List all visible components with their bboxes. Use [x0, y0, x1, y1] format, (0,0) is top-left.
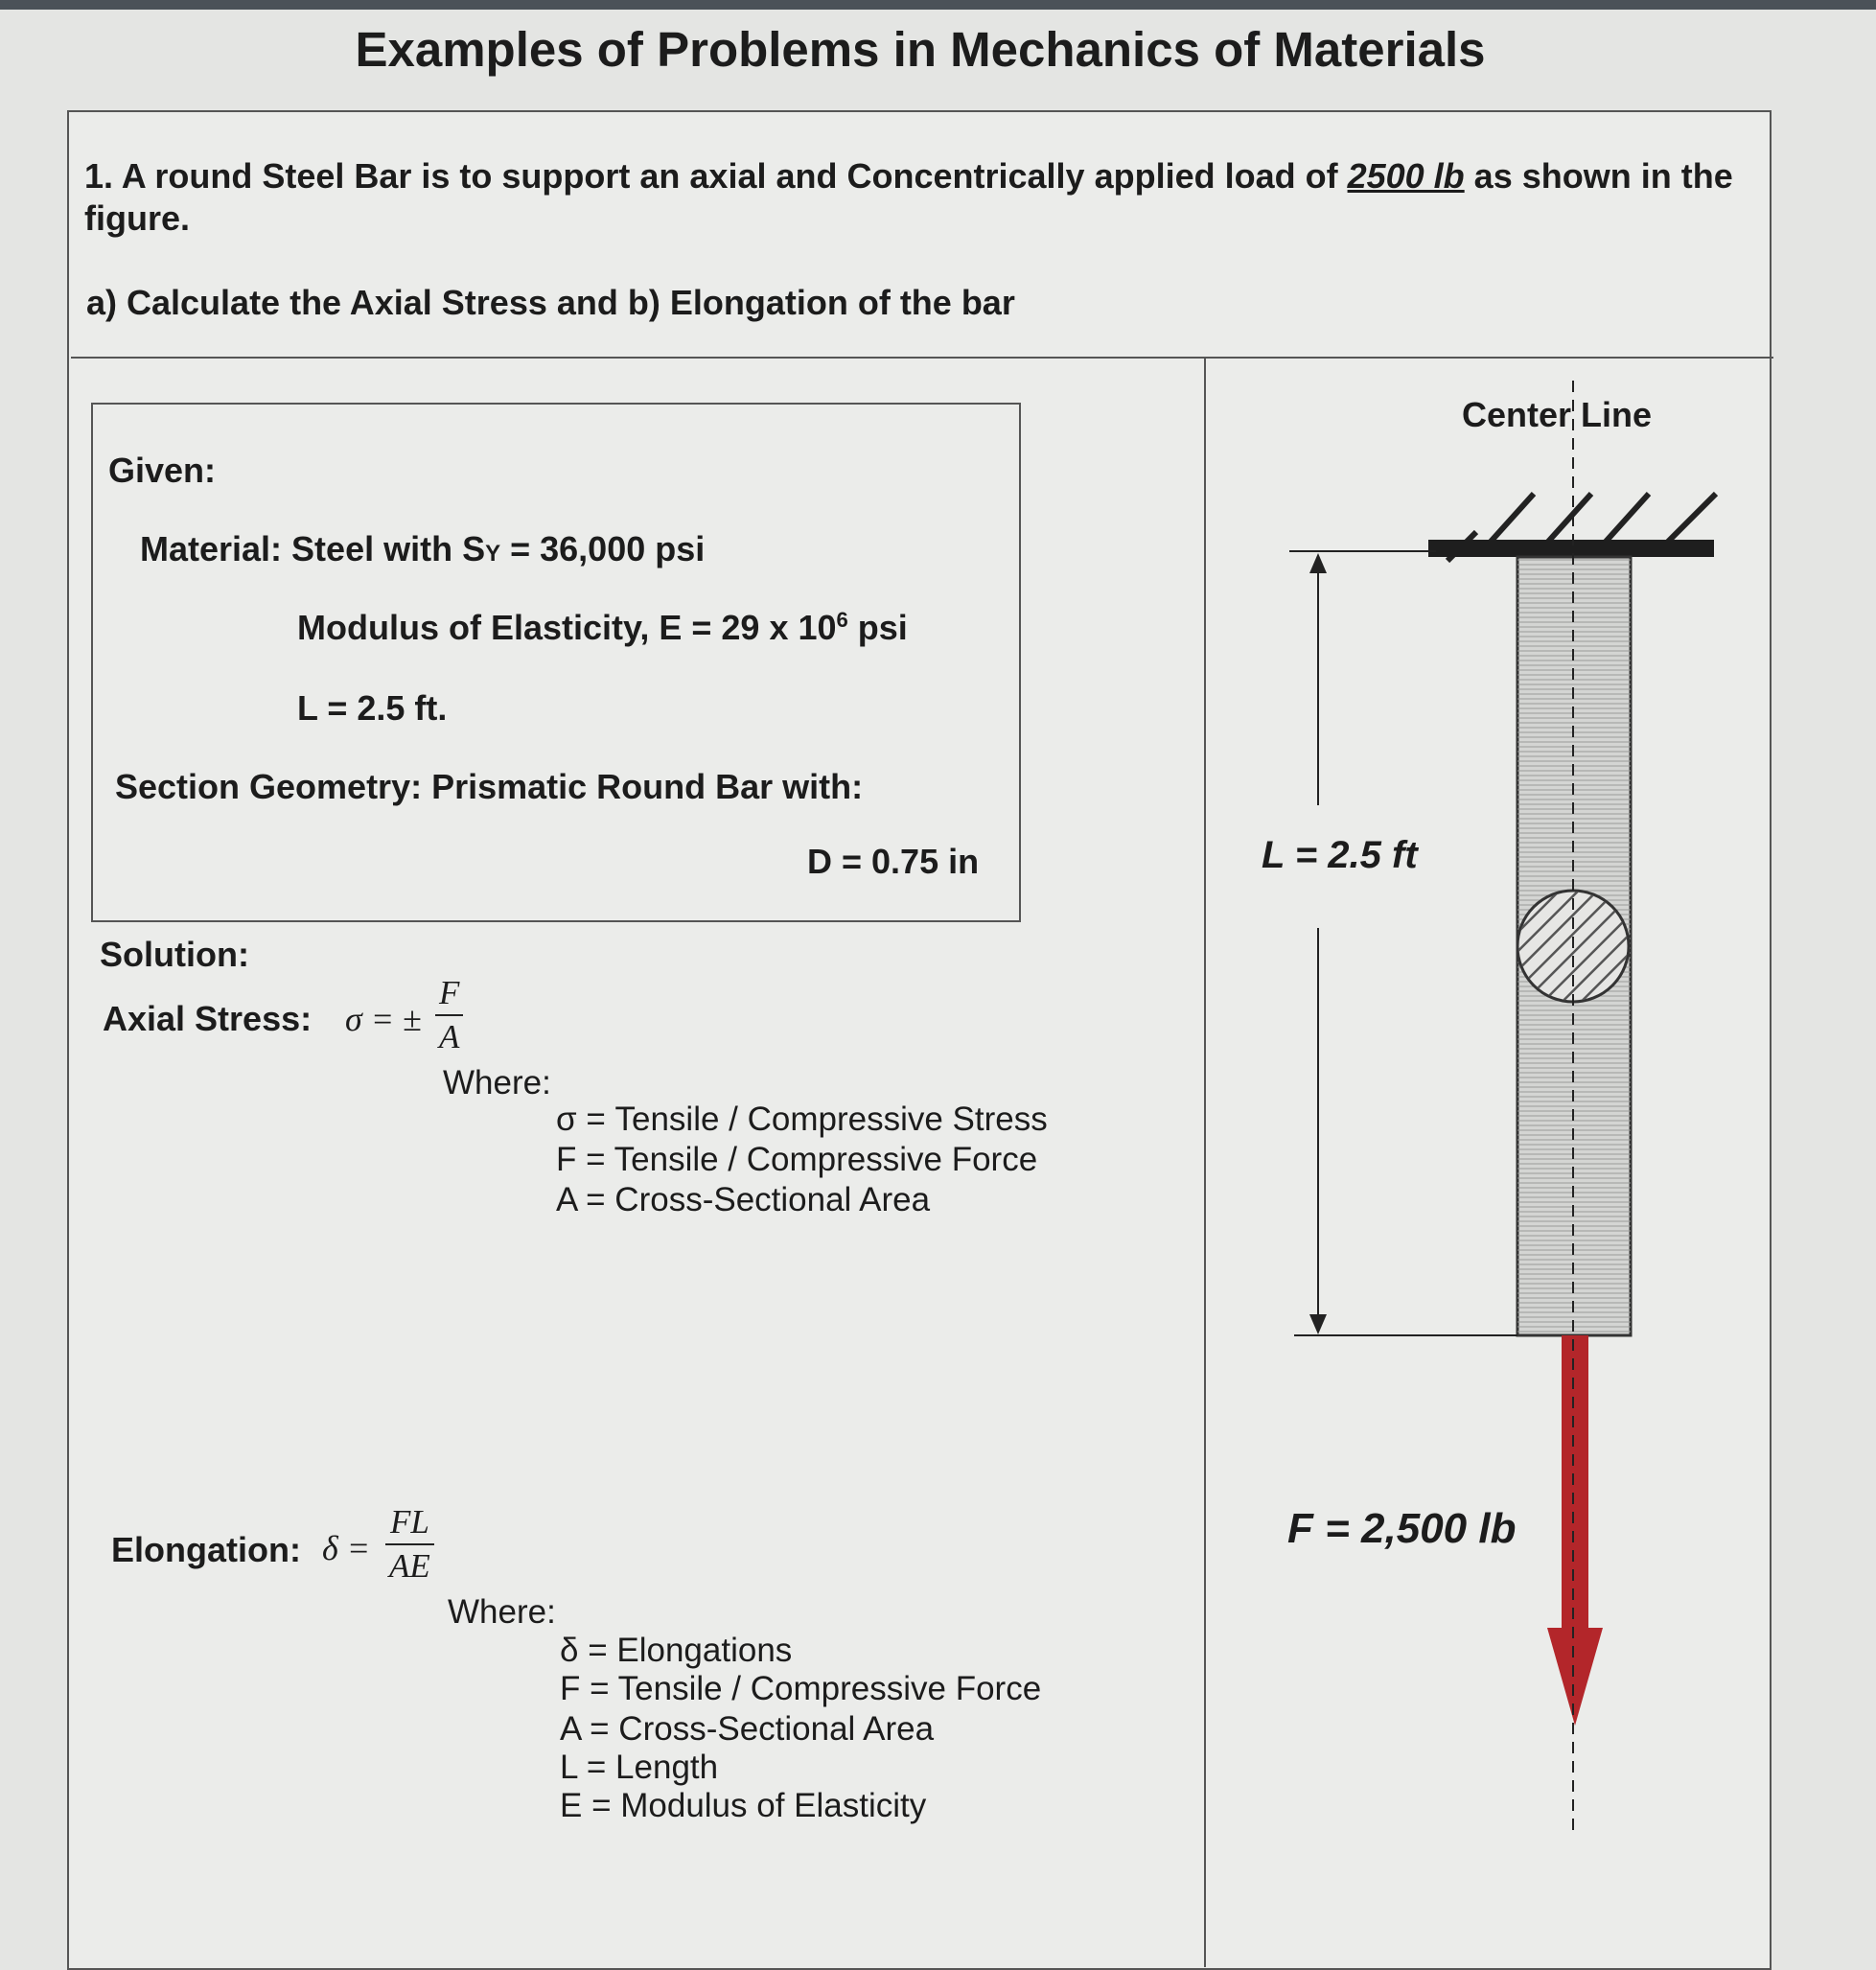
given-section: Section Geometry: Prismatic Round Bar with: [115, 767, 864, 806]
elongation-def-modulus: E = Modulus of Elasticity [560, 1787, 927, 1824]
sy-subscript: Y [485, 541, 501, 567]
length-label: L = 2.5 ft [1262, 834, 1418, 876]
axial-where: Where: [443, 1064, 551, 1101]
elongation-denominator: AE [389, 1547, 430, 1585]
dimension-line [1289, 551, 1517, 1335]
material-text: Material: Steel with S [140, 529, 486, 568]
elongation-def-area: A = Cross-Sectional Area [560, 1710, 935, 1748]
problem-text-start: 1. A round Steel Bar is to support an axial and Concentrically applied load of [84, 156, 1348, 196]
axial-numerator: F [435, 972, 463, 1016]
axial-denominator: A [439, 1018, 460, 1055]
solution-heading: Solution: [100, 935, 249, 974]
axial-def-area: A = Cross-Sectional Area [556, 1181, 931, 1218]
elongation-def-force: F = Tensile / Compressive Force [560, 1670, 1042, 1707]
elongation-def-length: L = Length [560, 1749, 719, 1786]
elongation-numerator: FL [385, 1501, 434, 1545]
modulus-text: Modulus of Elasticity, E = 29 x 10 [297, 608, 837, 647]
elongation-where: Where: [448, 1593, 556, 1631]
elongation-label: Elongation: [111, 1530, 301, 1569]
elongation-def-delta: δ = Elongations [560, 1632, 793, 1669]
axial-def-sigma: σ = Tensile / Compressive Stress [556, 1101, 1048, 1138]
force-label: F = 2,500 lb [1287, 1505, 1517, 1552]
problem-question: a) Calculate the Axial Stress and b) Elongation of the bar [86, 283, 1015, 322]
elongation-lhs: δ = [322, 1529, 371, 1567]
sy-value: = 36,000 psi [500, 529, 706, 568]
centerline-label: Center Line [1462, 395, 1653, 434]
axial-lhs: σ = ± [345, 1000, 422, 1038]
force-arrow [1547, 1335, 1603, 1726]
given-length: L = 2.5 ft. [297, 688, 448, 728]
problem-text-end: as shown in the figure. [84, 156, 1733, 238]
page-title: Examples of Problems in Mechanics of Materials [355, 22, 1486, 77]
modulus-unit: psi [847, 608, 908, 647]
modulus-exponent: 6 [836, 608, 848, 632]
given-diameter: D = 0.75 in [807, 842, 980, 881]
axial-def-force: F = Tensile / Compressive Force [556, 1141, 1038, 1178]
given-heading: Given: [108, 451, 217, 490]
axial-stress-label: Axial Stress: [103, 999, 313, 1038]
load-value: 2500 lb [1347, 156, 1465, 196]
